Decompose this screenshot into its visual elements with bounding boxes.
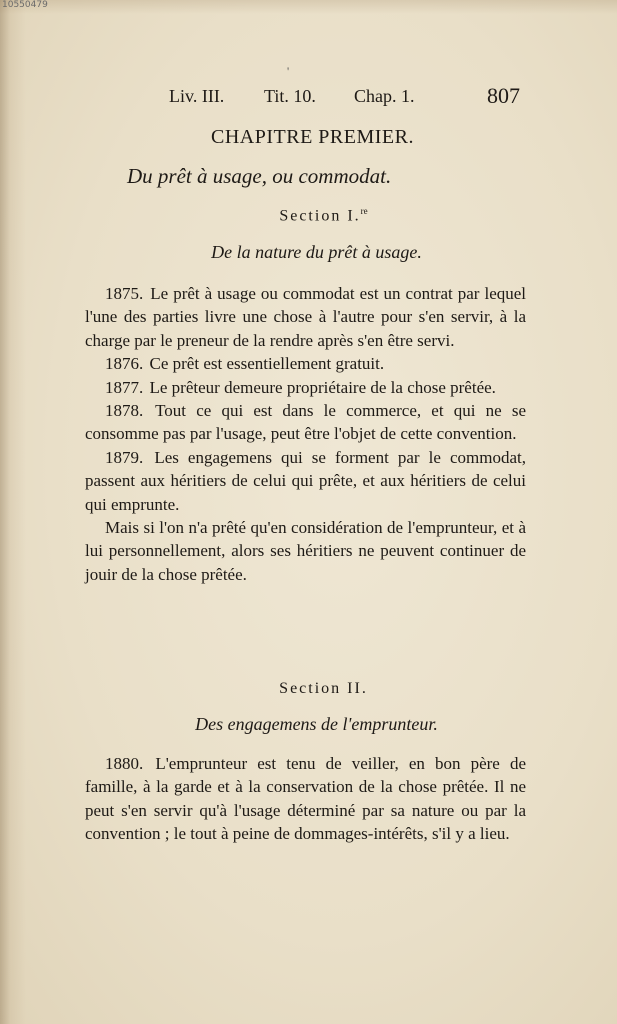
article-1879-continued <box>85 516 526 586</box>
article-number: 1878. <box>105 401 144 421</box>
article-text: Le prêteur demeure propriétaire de la chose prêtée. <box>149 377 496 397</box>
article-number: 1875. <box>105 284 144 303</box>
page-number: 807 <box>487 83 520 108</box>
article-number: 1877. <box>105 377 144 397</box>
article-text: Ce prêt est essentiellement gratuit. <box>149 354 385 374</box>
article-number: 1880. <box>105 754 144 773</box>
article-text: Le prêt à usage ou commodat est un contrat par lequel l'une des parties livre une chose à l'autre pour s'en servir, à la charge par le preneur de la rendre après s'en être servi. <box>85 284 527 350</box>
running-head <box>169 83 529 112</box>
article-text: Les engagemens qui se forment par le commodat, passent aux héritiers de celui qui prête, et aux héritiers de celui qui emprunte. <box>85 447 526 514</box>
chapter-title: CHAPITRE PREMIER. <box>211 126 414 148</box>
section-heading-2: Section II. <box>279 680 368 697</box>
article-text: L'emprunteur est tenu de veiller, en bon père de famille, à la garde et à la conservation de la chose prêtée. Il ne peut s'en servir qu'à l'usage déterminé par sa nature ou par la convention ; le tout à peine de dommages-intérêts, s'il y a lieu. <box>85 754 527 844</box>
running-head-titre: Tit. 10. <box>264 86 316 106</box>
section-label-sup: re <box>360 206 368 216</box>
article-number: 1876. <box>105 354 144 374</box>
section-heading-1 <box>0 206 617 225</box>
article-1875 <box>85 282 526 352</box>
print-mark: ' <box>287 64 290 78</box>
scan-id: 10550479 <box>2 0 48 10</box>
article-1879 <box>85 446 526 516</box>
chapter-subtitle: Du prêt à usage, ou commodat. <box>127 164 392 188</box>
article-text: Tout ce qui est dans le commerce, et qui ne se consomme pas par l'usage, peut être l'objet de cette convention. <box>85 401 526 444</box>
running-head-livre: Liv. III. <box>169 86 225 106</box>
article-1878 <box>85 399 526 446</box>
section-title-2: Des engagemens de l'emprunteur. <box>195 714 438 734</box>
article-1877 <box>85 376 526 399</box>
section-1-articles <box>85 282 526 586</box>
section-title-1: De la nature du prêt à usage. <box>211 242 422 262</box>
section-2-articles <box>85 752 526 846</box>
article-text: Mais si l'on n'a prêté qu'en considération de l'emprunteur, et à lui personnellement, alors ses héritiers ne peuvent continuer de jouir de la chose prêtée. <box>85 518 526 584</box>
running-head-chapitre: Chap. 1. <box>354 86 415 106</box>
article-number: 1879. <box>105 447 144 467</box>
article-1880 <box>85 752 526 846</box>
article-1876 <box>85 352 526 375</box>
section-label: Section I. <box>279 207 361 225</box>
